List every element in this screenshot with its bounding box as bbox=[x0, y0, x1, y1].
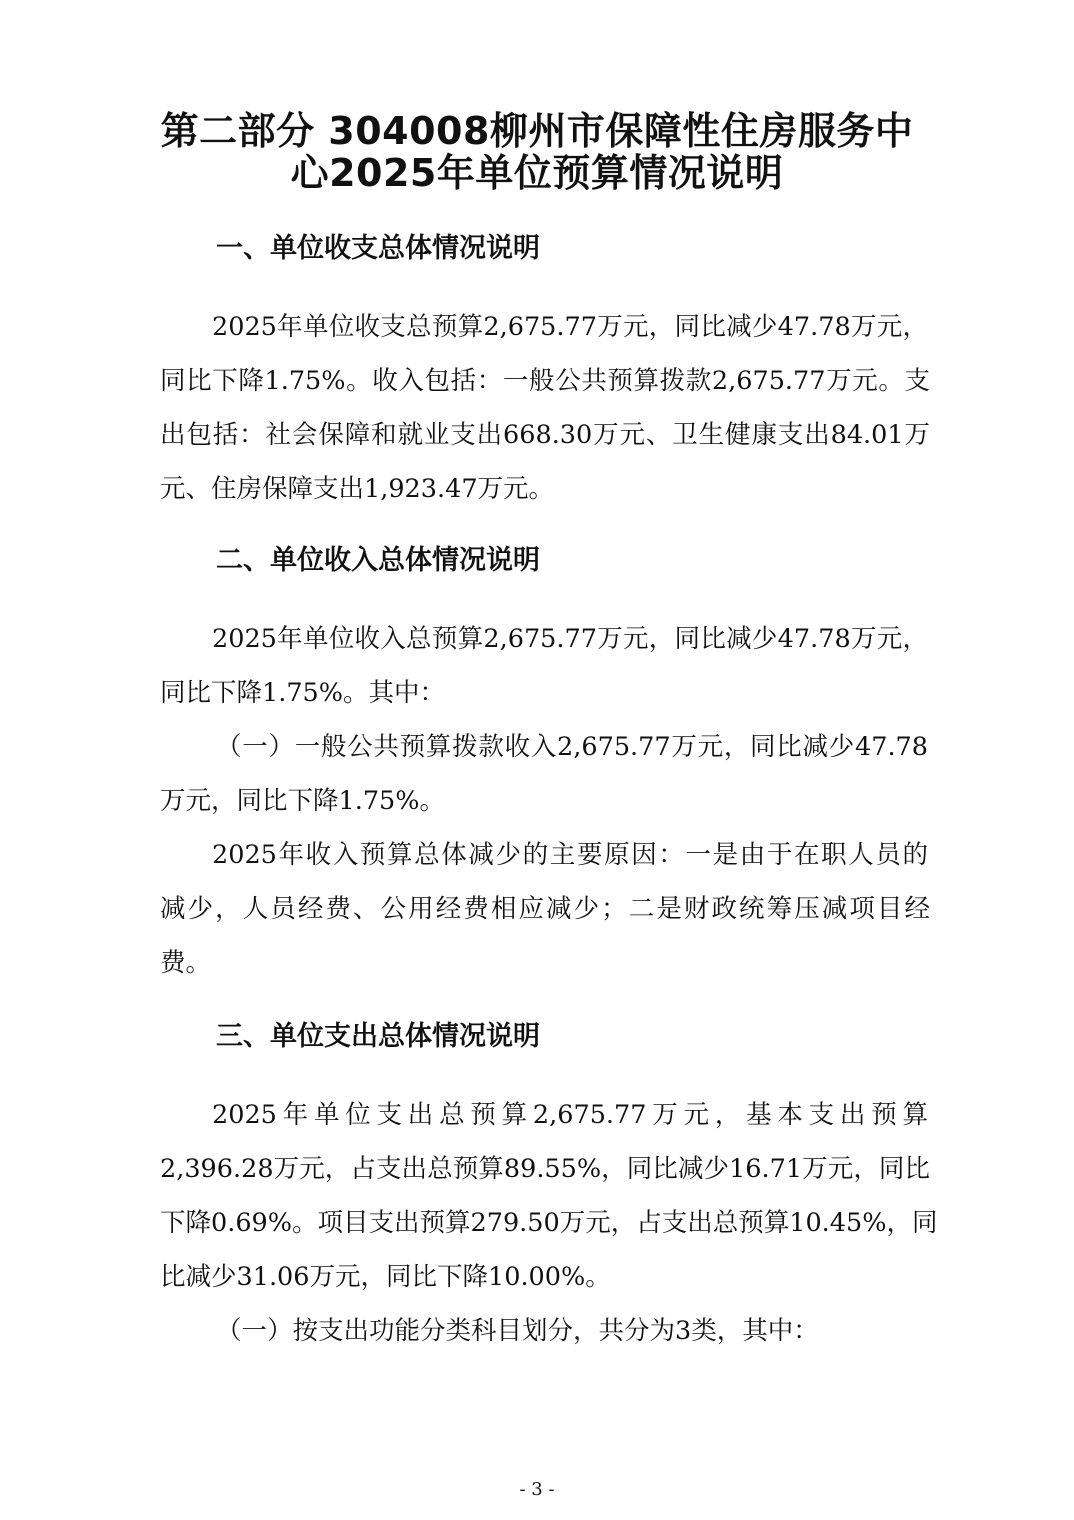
section-3-line-1: 2025年单位支出总预算2,675.77万元，基本支出预算 bbox=[212, 1100, 928, 1130]
section-1-line-2: 同比下降1.75%。收入包括：一般公共预算拨款2,675.77万元。支 bbox=[160, 366, 930, 396]
section-3-line-4: 比减少31.06万元，同比下降10.00%。 bbox=[160, 1262, 611, 1292]
section-2-line-5: 2025年收入预算总体减少的主要原因：一是由于在职人员的 bbox=[212, 840, 928, 870]
section-1-line-4: 元、住房保障支出1,923.47万元。 bbox=[160, 474, 555, 504]
section-3-line-3: 下降0.69%。项目支出预算279.50万元，占支出总预算10.45%，同 bbox=[160, 1208, 938, 1238]
section-2-line-7: 费。 bbox=[160, 948, 212, 978]
document-title-line-1: 第二部分 304008柳州市保障性住房服务中 bbox=[160, 109, 914, 153]
section-3-line-5: （一）按支出功能分类科目划分，共分为3类，其中： bbox=[216, 1316, 819, 1346]
section-1-line-3: 出包括：社会保障和就业支出668.30万元、卫生健康支出84.01万 bbox=[160, 420, 930, 450]
section-2-line-1: 2025年单位收入总预算2,675.77万元，同比减少47.78万元， bbox=[212, 624, 928, 654]
section-1-line-1: 2025年单位收支总预算2,675.77万元，同比减少47.78万元， bbox=[212, 312, 928, 342]
section-heading-2: 二、单位收入总体情况说明 bbox=[216, 545, 540, 576]
section-heading-3: 三、单位支出总体情况说明 bbox=[216, 1021, 540, 1052]
section-2-line-4: 万元，同比下降1.75%。 bbox=[160, 786, 446, 816]
document-title-line-2: 心2025年单位预算情况说明 bbox=[290, 151, 784, 195]
page-number: - 3 - bbox=[519, 1479, 555, 1500]
section-2-line-3: （一）一般公共预算拨款收入2,675.77万元，同比减少47.78 bbox=[216, 732, 928, 762]
section-3-line-2: 2,396.28万元，占支出总预算89.55%，同比减少16.71万元，同比 bbox=[160, 1154, 930, 1184]
section-2-line-6: 减少，人员经费、公用经费相应减少；二是财政统筹压减项目经 bbox=[160, 894, 930, 924]
section-heading-1: 一、单位收支总体情况说明 bbox=[216, 233, 540, 264]
section-2-line-2: 同比下降1.75%。其中： bbox=[160, 678, 446, 708]
